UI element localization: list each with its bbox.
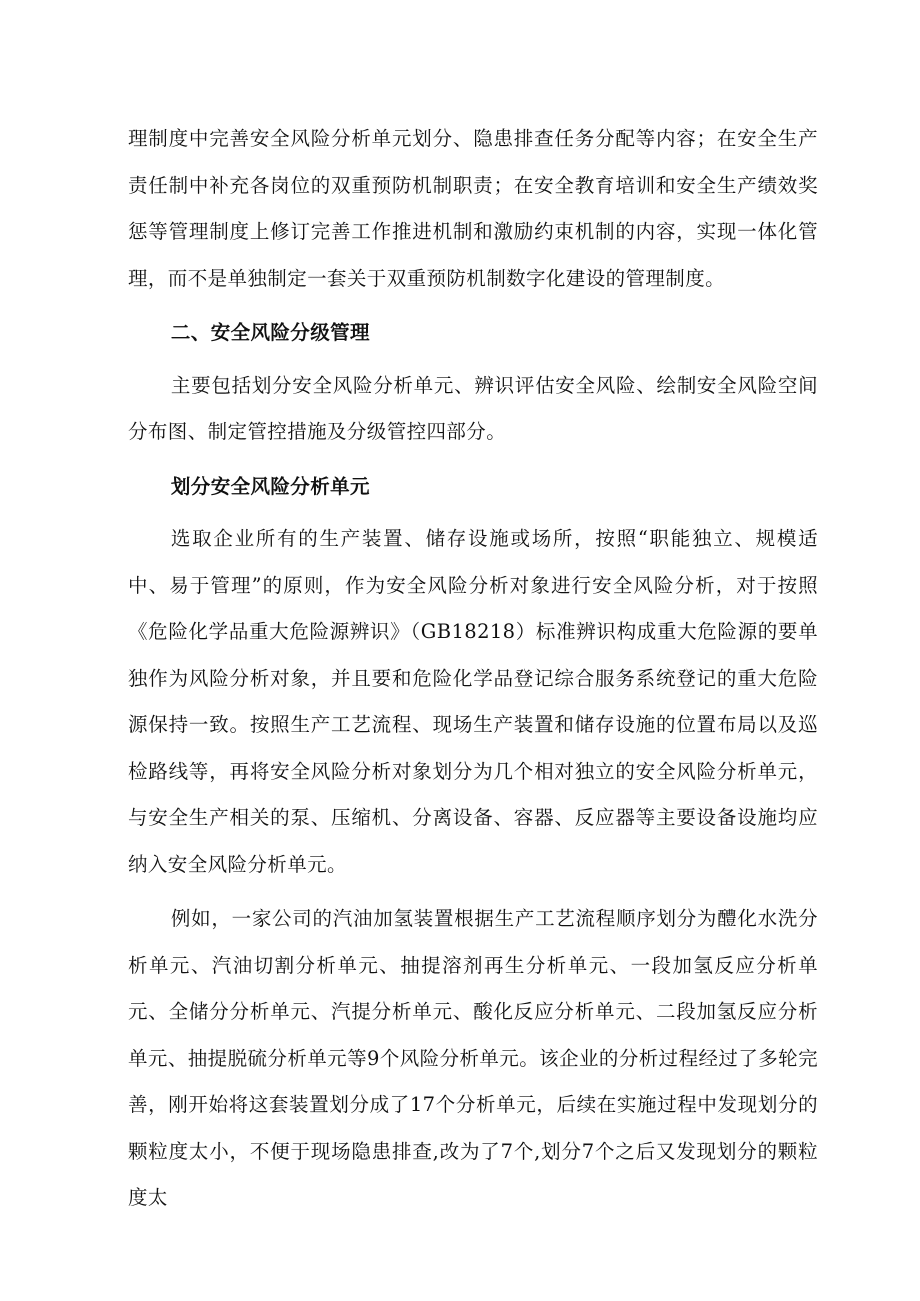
paragraph-risk-grading-intro: 主要包括划分安全风险分析单元、辨识评估安全风险、绘制安全风险空间分布图、制定管控措施及分级管控四部分。 bbox=[128, 373, 818, 443]
subsection-heading-analysis-units: 划分安全风险分析单元 bbox=[170, 474, 370, 498]
section-heading-risk-grading: 二、安全风险分级管理 bbox=[170, 321, 370, 344]
paragraph-analysis-unit-division: 选取企业所有的生产装置、储存设施或场所，按照“职能独立、规模适中、易于管理”的原则，作为安全风险分析对象进行安全风险分析，对于按照《危险化学品重大危险源辨识》（GB18218）标准辨识构成重大危险源的要单独作为风险分析对象，并且要和危险化学品登记综合服务系统登记的重大危险源保持一致。按照生产工艺流程、现场生产装置和储存设施的位置布局以及巡检路线等，再将安全风险分析对象划分为几个相对独立的安全风险分析单元，与安全生产相关的泵、压缩机、分离设备、容器、反应器等主要设备设施均应纳入安全风险分析单元。 bbox=[128, 527, 818, 876]
paragraph-management-system: 理制度中完善安全风险分析单元划分、隐患排查任务分配等内容；在安全生产责任制中补充各岗位的双重预防机制职责；在安全教育培训和安全生产绩效奖惩等管理制度上修订完善工作推进机制和激励约束机制的内容，实现一体化管理，而不是单独制定一套关于双重预防机制数字化建设的管理制度。 bbox=[128, 127, 818, 290]
document-body bbox=[128, 116, 818, 1222]
paragraph-example-gasoline-unit: 例如，一家公司的汽油加氢装置根据生产工艺流程顺序划分为醴化水洗分析单元、汽油切割分析单元、抽提溶剂再生分析单元、一段加氢反应分析单元、全储分分析单元、汽提分析单元、酸化反应分析单元、二段加氢反应分析单元、抽提脱硫分析单元等9个风险分析单元。该企业的分析过程经过了多轮完善，刚开始将这套装置划分成了17个分析单元，后续在实施过程中发现划分的颗粒度太小，不便于现场隐患排查,改为了7个,划分7个之后又发现划分的颗粒度太 bbox=[128, 907, 818, 1209]
